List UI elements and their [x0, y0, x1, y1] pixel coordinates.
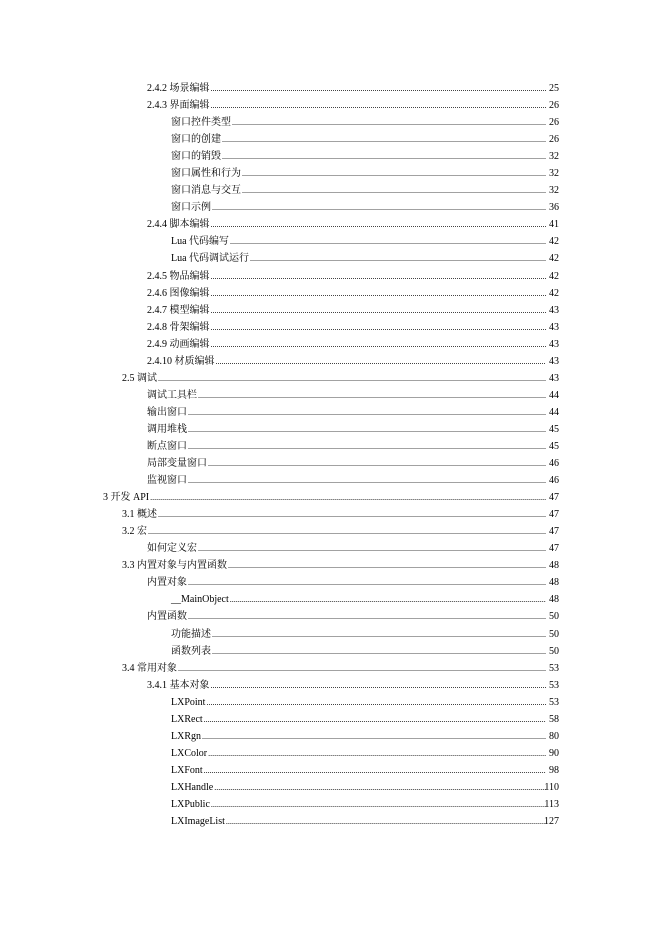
toc-entry[interactable] — [0, 779, 662, 796]
toc-page-number-text: 42 — [549, 287, 559, 299]
toc-entry-title: LXRgn — [171, 730, 201, 742]
toc-page-number-text: 32 — [549, 168, 559, 180]
toc-entry-title: 2.4.4 脚本编辑 — [147, 219, 210, 231]
toc-page-number — [547, 677, 559, 694]
toc-dot-leader — [230, 591, 546, 608]
toc-dot-leader — [222, 131, 546, 148]
toc-dot-leader — [202, 728, 546, 745]
toc-dot-leader — [188, 421, 546, 438]
toc-page-number — [547, 319, 559, 336]
toc-page-number-text: 48 — [549, 594, 559, 606]
toc-dot-leader — [150, 489, 546, 506]
toc-entry-title: 3.1 概述 — [122, 509, 157, 521]
toc-page-number-text: 43 — [549, 304, 559, 316]
toc-page-number-text: 127 — [544, 816, 559, 828]
toc-entry[interactable] — [0, 319, 662, 336]
toc-dot-leader — [178, 660, 546, 677]
toc-entry[interactable] — [0, 336, 662, 353]
table-of-contents — [0, 80, 662, 830]
toc-entry-title: 2.4.8 骨架编辑 — [147, 321, 210, 333]
toc-entry[interactable] — [0, 233, 662, 250]
toc-entry-title: LXFont — [171, 764, 203, 776]
toc-page-number — [547, 472, 559, 489]
toc-page-number-text: 47 — [549, 492, 559, 504]
toc-page-number-text: 42 — [549, 253, 559, 265]
toc-page-number — [547, 591, 559, 608]
toc-entry-title: 2.4.3 界面编辑 — [147, 100, 210, 112]
toc-entry-title: Lua 代码调试运行 — [171, 253, 250, 265]
toc-page-number — [547, 574, 559, 591]
toc-page-number-text: 98 — [549, 764, 559, 776]
toc-entry-title: Lua 代码编写 — [171, 236, 230, 248]
toc-dot-leader — [148, 523, 546, 540]
toc-page-number-text: 47 — [549, 526, 559, 538]
toc-page-number-text: 44 — [549, 389, 559, 401]
toc-dot-leader — [188, 438, 546, 455]
toc-page-number — [547, 523, 559, 540]
toc-page-number-text: 53 — [549, 662, 559, 674]
toc-entry[interactable] — [0, 182, 662, 199]
toc-dot-leader — [198, 540, 546, 557]
toc-dot-leader — [211, 302, 547, 319]
toc-entry[interactable] — [0, 643, 662, 660]
toc-page-number-text: 32 — [549, 151, 559, 163]
toc-entry[interactable] — [0, 728, 662, 745]
toc-page-number-text: 110 — [544, 781, 559, 793]
toc-dot-leader — [212, 199, 546, 216]
toc-entry-title: LXRect — [171, 713, 203, 725]
toc-entry[interactable] — [0, 353, 662, 370]
toc-dot-leader — [208, 745, 546, 762]
toc-page-number — [547, 353, 559, 370]
toc-entry-title: 如何定义宏 — [147, 543, 197, 555]
toc-dot-leader — [242, 165, 546, 182]
toc-page-number-text: 36 — [549, 202, 559, 214]
toc-dot-leader — [212, 626, 546, 643]
toc-dot-leader — [188, 608, 546, 625]
toc-entry-title: 2.4.6 图像编辑 — [147, 287, 210, 299]
toc-page-number — [544, 796, 559, 813]
toc-page-number — [547, 80, 559, 97]
toc-page-number-text: 53 — [549, 679, 559, 691]
toc-page-number-text: 43 — [549, 355, 559, 367]
toc-page-number — [547, 165, 559, 182]
toc-dot-leader — [158, 370, 546, 387]
toc-entry-title: 2.4.5 物品编辑 — [147, 270, 210, 282]
toc-entry[interactable] — [0, 506, 662, 523]
toc-page-number-text: 42 — [549, 236, 559, 248]
toc-page-number-text: 48 — [549, 560, 559, 572]
toc-page-number — [547, 711, 559, 728]
toc-page-number-text: 45 — [549, 440, 559, 452]
toc-page-number — [547, 608, 559, 625]
toc-page-number — [544, 779, 559, 796]
toc-dot-leader — [204, 762, 546, 779]
toc-entry[interactable] — [0, 694, 662, 711]
toc-entry-title: 2.4.2 场景编辑 — [147, 83, 210, 94]
toc-page-number — [547, 489, 559, 506]
toc-entry[interactable] — [0, 574, 662, 591]
toc-entry[interactable] — [0, 216, 662, 233]
toc-entry[interactable] — [0, 523, 662, 540]
toc-entry-title: 窗口属性和行为 — [171, 168, 241, 180]
toc-page-number — [547, 694, 559, 711]
toc-entry[interactable] — [0, 455, 662, 472]
toc-page-number-text: 90 — [549, 747, 559, 759]
toc-entry[interactable] — [0, 387, 662, 404]
toc-dot-leader — [226, 813, 546, 830]
toc-entry-title: LXColor — [171, 747, 208, 759]
toc-entry-title: 3.3 内置对象与内置函数 — [122, 560, 227, 572]
toc-page-number — [547, 643, 559, 660]
toc-page-number-text: 43 — [549, 338, 559, 350]
toc-page-number — [547, 336, 559, 353]
toc-page-number-text: 44 — [549, 406, 559, 418]
toc-page-number — [547, 285, 559, 302]
toc-dot-leader — [158, 506, 546, 523]
toc-page-number — [544, 813, 559, 830]
toc-entry-title: 2.5 调试 — [122, 372, 157, 384]
toc-dot-leader — [208, 455, 546, 472]
toc-entry[interactable] — [0, 370, 662, 387]
toc-dot-leader — [211, 268, 547, 285]
toc-entry-title: 3.4.1 基本对象 — [147, 679, 210, 691]
toc-dot-leader — [232, 114, 546, 131]
toc-entry[interactable] — [0, 148, 662, 165]
toc-entry-title: LXPublic — [171, 798, 210, 810]
toc-dot-leader — [211, 80, 547, 97]
toc-dot-leader — [211, 677, 547, 694]
toc-page-number-text: 50 — [549, 611, 559, 623]
toc-page-number-text: 48 — [549, 577, 559, 589]
toc-entry[interactable] — [0, 97, 662, 114]
toc-dot-leader — [250, 250, 546, 267]
toc-entry[interactable] — [0, 165, 662, 182]
toc-page-number — [547, 660, 559, 677]
toc-entry-title: 3 开发 API — [103, 492, 150, 504]
toc-dot-leader — [228, 557, 546, 574]
toc-page-number — [547, 626, 559, 643]
toc-entry[interactable] — [0, 557, 662, 574]
toc-page-number-text: 45 — [549, 423, 559, 435]
toc-entry[interactable] — [0, 762, 662, 779]
toc-entry[interactable] — [0, 540, 662, 557]
toc-entry-title: 3.2 宏 — [122, 526, 147, 538]
toc-dot-leader — [211, 97, 547, 114]
toc-entry[interactable] — [0, 813, 662, 830]
toc-entry[interactable] — [0, 131, 662, 148]
toc-entry-title: 3.4 常用对象 — [122, 662, 177, 674]
toc-entry[interactable] — [0, 677, 662, 694]
toc-page-number-text: 43 — [549, 321, 559, 333]
toc-entry-title: 局部变量窗口 — [147, 458, 207, 470]
toc-entry[interactable] — [0, 796, 662, 813]
toc-page-number — [547, 762, 559, 779]
toc-entry-title: __MainObject — [171, 594, 229, 606]
toc-page-number-text: 41 — [549, 219, 559, 231]
toc-page-number — [547, 97, 559, 114]
toc-page-number-text: 46 — [549, 475, 559, 487]
toc-dot-leader — [214, 779, 546, 796]
toc-entry-title: 窗口消息与交互 — [171, 185, 241, 197]
toc-page-number-text: 50 — [549, 628, 559, 640]
toc-dot-leader — [188, 472, 546, 489]
toc-dot-leader — [222, 148, 546, 165]
toc-entry-title: 断点窗口 — [147, 440, 187, 452]
toc-page-number-text: 26 — [549, 134, 559, 146]
toc-dot-leader — [211, 216, 547, 233]
toc-entry-title: 函数列表 — [171, 645, 211, 657]
toc-dot-leader — [211, 319, 547, 336]
toc-page-number-text: 50 — [549, 645, 559, 657]
toc-page-number-text: 32 — [549, 185, 559, 197]
toc-entry[interactable] — [0, 114, 662, 131]
toc-dot-leader — [211, 336, 547, 353]
toc-page-number — [547, 387, 559, 404]
toc-dot-leader — [188, 574, 546, 591]
toc-entry[interactable] — [0, 608, 662, 625]
toc-dot-leader — [212, 643, 546, 660]
toc-entry[interactable] — [0, 626, 662, 643]
toc-dot-leader — [216, 353, 547, 370]
toc-entry[interactable] — [0, 268, 662, 285]
toc-page-number — [547, 302, 559, 319]
toc-page-number — [547, 131, 559, 148]
toc-page-number-text: 47 — [549, 543, 559, 555]
toc-entry[interactable] — [0, 285, 662, 302]
toc-page-number-text: 43 — [549, 372, 559, 384]
toc-dot-leader — [188, 404, 546, 421]
toc-dot-leader — [230, 233, 546, 250]
toc-page-number — [547, 250, 559, 267]
toc-page-number — [547, 216, 559, 233]
toc-page-number-text: 80 — [549, 730, 559, 742]
toc-dot-leader — [242, 182, 546, 199]
toc-page-number-text: 26 — [549, 100, 559, 112]
toc-entry[interactable] — [0, 660, 662, 677]
toc-entry[interactable] — [0, 404, 662, 421]
toc-page-number — [547, 370, 559, 387]
toc-page-number-text: 113 — [544, 798, 559, 810]
toc-dot-leader — [211, 285, 547, 302]
toc-entry-title: 内置函数 — [147, 611, 187, 623]
toc-page-number — [547, 148, 559, 165]
toc-entry-title: 调用堆栈 — [147, 423, 187, 435]
toc-entry[interactable] — [0, 80, 662, 97]
toc-entry-title: 调试工具栏 — [147, 389, 197, 401]
toc-page-number-text: 53 — [549, 696, 559, 708]
toc-page-number — [547, 114, 559, 131]
toc-dot-leader — [204, 711, 546, 728]
toc-page-number-text: 46 — [549, 458, 559, 470]
toc-entry[interactable] — [0, 591, 662, 608]
toc-entry[interactable] — [0, 711, 662, 728]
toc-page-number — [547, 421, 559, 438]
toc-entry-title: 2.4.9 动画编辑 — [147, 338, 210, 350]
toc-page-number-text: 42 — [549, 270, 559, 282]
toc-entry-title: 窗口的创建 — [171, 134, 221, 146]
toc-page-number-text: 25 — [549, 83, 559, 94]
toc-page-number-text: 58 — [549, 713, 559, 725]
toc-page-number — [547, 506, 559, 523]
toc-page-number — [547, 540, 559, 557]
toc-entry-title: LXHandle — [171, 781, 214, 793]
toc-page-number-text: 47 — [549, 509, 559, 521]
toc-entry-title: 窗口示例 — [171, 202, 211, 214]
toc-page-number — [547, 745, 559, 762]
toc-entry-title: 窗口控件类型 — [171, 117, 231, 129]
toc-entry-title: 监视窗口 — [147, 475, 187, 487]
toc-entry[interactable] — [0, 489, 662, 506]
toc-dot-leader — [198, 387, 546, 404]
toc-entry[interactable] — [0, 745, 662, 762]
toc-entry[interactable] — [0, 472, 662, 489]
toc-entry-title: 窗口的销毁 — [171, 151, 221, 163]
toc-entry-title: 2.4.7 模型编辑 — [147, 304, 210, 316]
toc-dot-leader — [206, 694, 546, 711]
toc-dot-leader — [211, 796, 546, 813]
toc-page-number — [547, 438, 559, 455]
toc-page-number — [547, 557, 559, 574]
toc-entry-title: 2.4.10 材质编辑 — [147, 355, 215, 367]
toc-entry-title: 输出窗口 — [147, 406, 187, 418]
toc-page-number — [547, 233, 559, 250]
toc-entry[interactable] — [0, 438, 662, 455]
toc-entry[interactable] — [0, 250, 662, 267]
toc-entry[interactable] — [0, 199, 662, 216]
toc-entry-title: LXImageList — [171, 816, 225, 828]
toc-entry-title: 功能描述 — [171, 628, 211, 640]
toc-entry-title: LXPoint — [171, 696, 206, 708]
toc-entry-title: 内置对象 — [147, 577, 187, 589]
toc-page-number — [547, 404, 559, 421]
toc-page-number-text: 26 — [549, 117, 559, 129]
toc-page-number — [547, 728, 559, 745]
toc-page-number — [547, 268, 559, 285]
toc-page-number — [547, 455, 559, 472]
toc-page-number — [547, 199, 559, 216]
toc-entry[interactable] — [0, 302, 662, 319]
toc-entry[interactable] — [0, 421, 662, 438]
toc-page-number — [547, 182, 559, 199]
